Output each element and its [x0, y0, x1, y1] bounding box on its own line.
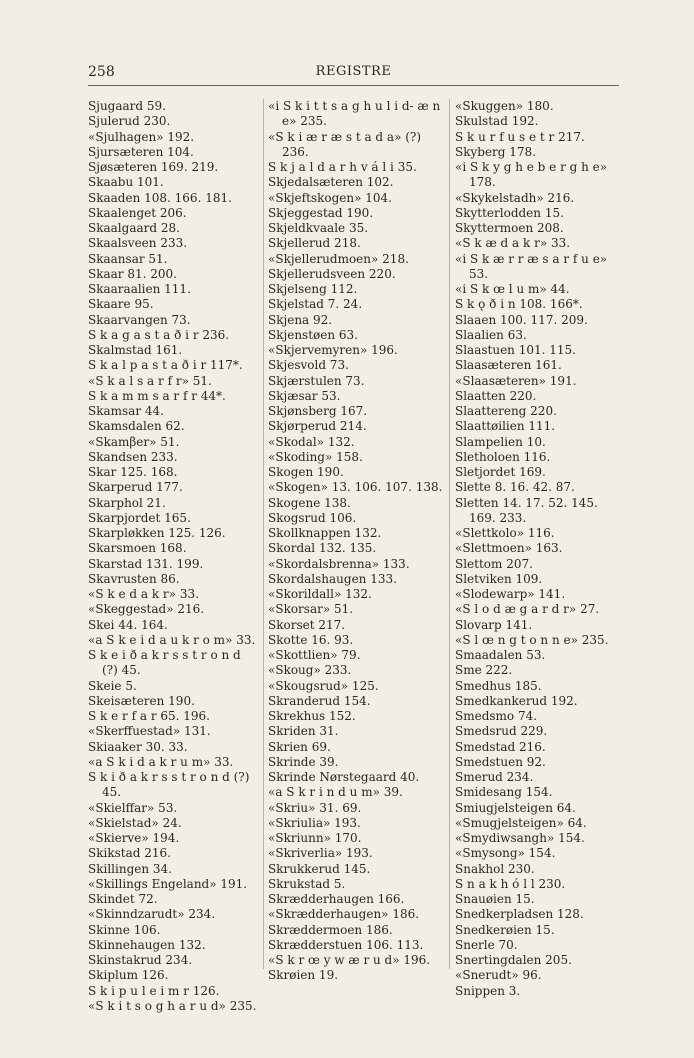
- index-entry: Skarpløkken 125. 126.: [88, 526, 226, 540]
- index-entry: S k a l p a s t a ð i r 117*.: [88, 358, 243, 373]
- index-column-2: [268, 99, 446, 984]
- index-entry: Slovarp 141.: [455, 617, 533, 632]
- index-entry: «Skerffuestad» 131.: [88, 724, 211, 739]
- index-entry: «i S k y g h e b e r g h e» 178.: [455, 160, 608, 190]
- index-entry: «Sjulhagen» 192.: [88, 129, 195, 144]
- index-entry: «Skoug» 233.: [268, 663, 352, 678]
- index-entry: Smedstad 216.: [455, 739, 546, 754]
- index-entry: Slaaen 100. 117. 209.: [455, 312, 588, 327]
- index-entry: Skollknappen 132.: [268, 526, 382, 540]
- index-entry: Slaattøilien 111.: [455, 419, 556, 434]
- index-entry: «Skriulia» 193.: [268, 815, 361, 830]
- index-entry: Skrinde 39.: [268, 754, 339, 769]
- index-entry: «Skykelstadh» 216.: [455, 190, 575, 205]
- index-entry: S k ǫ ð i n 108. 166*.: [455, 297, 583, 312]
- index-entry: Sletten 14. 17. 52. 145. 169. 233.: [455, 495, 598, 525]
- index-entry: Snippen 3.: [455, 983, 521, 998]
- index-entry: Slette 8. 16. 42. 87.: [455, 480, 575, 495]
- header-rule: [88, 85, 619, 86]
- index-entry: Skjelseng 112.: [268, 282, 358, 296]
- index-entry: Skarpjordet 165.: [88, 510, 191, 525]
- index-entry: Skinstakrud 234.: [88, 953, 193, 967]
- index-entry: Skogsrud 106.: [268, 510, 357, 525]
- index-entry: Skrøien 19.: [268, 968, 339, 983]
- index-entry: Smedsrud 229.: [455, 724, 548, 739]
- index-entry: Skjelstad 7. 24.: [268, 297, 363, 312]
- index-entry: Skjæsar 53.: [268, 388, 341, 403]
- index-entry: Smedkankerud 192.: [455, 693, 578, 708]
- index-entry: Skjeggestad 190.: [268, 205, 374, 220]
- index-entry: Skeie 5.: [88, 678, 137, 693]
- index-entry: Smiugjelsteigen 64.: [455, 800, 576, 815]
- index-entry: Skjenstøen 63.: [268, 327, 358, 342]
- index-entry: «S l o d æ g a r d r» 27.: [455, 602, 600, 617]
- index-entry: Snedkerpladsen 128.: [455, 907, 584, 922]
- index-entry: Skrædderhaugen 166.: [268, 892, 405, 906]
- index-entry: Skaarvangen 73.: [88, 312, 191, 327]
- index-entry: Skamsar 44.: [88, 404, 164, 418]
- index-entry: Slaatten 220.: [455, 388, 537, 403]
- index-entry: Skeisæteren 190.: [88, 693, 195, 708]
- index-entry: S n a k h ó l l 230.: [455, 876, 566, 891]
- index-entry: Skjesvold 73.: [268, 358, 349, 373]
- index-entry: «Skodal» 132.: [268, 434, 355, 449]
- index-entry: «S k a l s a r f r» 51.: [88, 373, 212, 388]
- index-entry: Skriden 31.: [268, 724, 339, 739]
- index-entry: Skindet 72.: [88, 892, 158, 906]
- index-entry: Skalmstad 161.: [88, 343, 183, 357]
- index-entry: Snakhol 230.: [455, 861, 535, 876]
- index-entry: «a S k r i n d u m» 39.: [268, 785, 403, 800]
- index-entry: Skaabu 101.: [88, 175, 164, 190]
- index-entry: Skaaraalien 111.: [88, 282, 191, 296]
- index-entry: «Skogen» 13. 106. 107. 138.: [268, 480, 443, 495]
- index-entry: Skordalshaugen 133.: [268, 571, 397, 586]
- index-entry: Skarstad 131. 199.: [88, 556, 204, 571]
- index-entry: «Slaasæteren» 191.: [455, 373, 577, 388]
- index-entry: Skrekhus 152.: [268, 709, 356, 723]
- index-entry: Slaasæteren 161.: [455, 358, 562, 373]
- index-entry: Slaastuen 101. 115.: [455, 343, 576, 357]
- column-divider: [449, 99, 450, 969]
- index-entry: S k a g a s t a ð i r 236.: [88, 327, 230, 342]
- index-entry: Skordal 132. 135.: [268, 541, 377, 556]
- index-entry: Skamsdalen 62.: [88, 419, 185, 434]
- index-entry: «Slettkolo» 116.: [455, 526, 555, 540]
- index-entry: «Smydiwsangh» 154.: [455, 831, 585, 845]
- index-entry: Skaaden 108. 166. 181.: [88, 190, 232, 205]
- index-entry: «Skjeftskogen» 104.: [268, 190, 392, 205]
- index-entry: Snauøien 15.: [455, 892, 535, 906]
- index-entry: «S k e d a k r» 33.: [88, 587, 199, 601]
- index-entry: Skiplum 126.: [88, 968, 169, 983]
- index-entry: Skandsen 233.: [88, 449, 178, 464]
- index-entry: Skjørperud 214.: [268, 419, 367, 434]
- index-entry: Smaadalen 53.: [455, 648, 546, 662]
- index-entry: Smedhus 185.: [455, 678, 542, 693]
- index-entry: S k i p u l e i m r 126.: [88, 983, 220, 998]
- index-entry: Skjellerudsveen 220.: [268, 266, 396, 281]
- index-entry: «Skielffar» 53.: [88, 800, 178, 815]
- index-entry: «Skorildall» 132.: [268, 587, 372, 601]
- index-entry: «Skielstad» 24.: [88, 815, 182, 830]
- index-entry: Sletjordet 169.: [455, 465, 546, 479]
- index-entry: Skjeldkvaale 35.: [268, 221, 369, 235]
- page-header: [88, 62, 619, 84]
- index-entry: Skillingen 34.: [88, 861, 172, 876]
- index-entry: Skei 44. 164.: [88, 617, 168, 632]
- index-entry: Slettom 207.: [455, 556, 533, 571]
- index-entry: «Slettmoen» 163.: [455, 541, 563, 556]
- index-entry: «i S k æ r r æ s a r f u e» 53.: [455, 251, 608, 281]
- index-entry: S k j a l d a r h v á l i 35.: [268, 160, 417, 174]
- index-entry: «S k i æ r æ s t a d a» (?) 236.: [268, 129, 422, 159]
- index-entry: «Skierve» 194.: [88, 831, 180, 845]
- index-entry: «S k æ d a k r» 33.: [455, 236, 571, 251]
- index-entry: Sjursæteren 104.: [88, 144, 194, 159]
- page-title: REGISTRE: [315, 64, 392, 79]
- index-entry: «i S k œ l u m» 44.: [455, 282, 570, 296]
- index-entry: «Skriunn» 170.: [268, 831, 362, 845]
- index-entry: Slaalien 63.: [455, 327, 527, 342]
- index-entry: «Skillings Engeland» 191.: [88, 876, 248, 891]
- index-entry: Skjedalsæteren 102.: [268, 175, 394, 190]
- index-entry: «a S k e i d a u k r o m» 33.: [88, 632, 256, 647]
- index-entry: S k a m m s a r f r 44*.: [88, 388, 226, 403]
- index-entry: Skjellerud 218.: [268, 236, 361, 251]
- index-entry: Skogen 190.: [268, 465, 344, 479]
- index-entry: Smedsmo 74.: [455, 709, 538, 723]
- index-entry: Skrukstad 5.: [268, 876, 346, 891]
- index-entry: Skaalenget 206.: [88, 205, 187, 220]
- index-entry: «Skrædderhaugen» 186.: [268, 907, 420, 922]
- index-entry: «Snerudt» 96.: [455, 968, 542, 983]
- index-entry: Skikstad 216.: [88, 846, 171, 861]
- index-entry: S k e r f a r 65. 196.: [88, 709, 210, 723]
- index-entry: Skjærstulen 73.: [268, 373, 365, 388]
- index-entry: «Skriu» 31. 69.: [268, 800, 362, 815]
- index-entry: «Slodewarp» 141.: [455, 587, 566, 601]
- index-column-3: [455, 99, 627, 999]
- index-entry: «Skriverlia» 193.: [268, 846, 373, 861]
- index-entry: Skaalgaard 28.: [88, 221, 180, 235]
- index-entry: «S l œ n g t o n n e» 235.: [455, 632, 609, 647]
- index-entry: S k e i ð a k r s s t r o n d (?) 45.: [88, 648, 241, 678]
- index-entry: Skiaaker 30. 33.: [88, 739, 188, 754]
- index-entry: Skjønsberg 167.: [268, 404, 368, 418]
- index-entry: «Skeggestad» 216.: [88, 602, 205, 617]
- index-entry: Skrien 69.: [268, 739, 331, 754]
- index-entry: Sletholoen 116.: [455, 449, 551, 464]
- index-entry: Skrædderstuen 106. 113.: [268, 937, 424, 952]
- index-entry: Skaar 81. 200.: [88, 266, 177, 281]
- index-entry: Snedkerøien 15.: [455, 922, 555, 937]
- index-entry: Snerle 70.: [455, 937, 518, 952]
- page-number: 258: [88, 64, 115, 80]
- index-entry: Skarsmoen 168.: [88, 541, 187, 556]
- index-entry: Skarperud 177.: [88, 480, 183, 495]
- index-entry: Sletviken 109.: [455, 571, 543, 586]
- index-entry: Smerud 234.: [455, 770, 534, 784]
- index-entry: «Skjellerudmoen» 218.: [268, 251, 409, 266]
- index-entry: «S k r œ y w æ r u d» 196.: [268, 953, 431, 967]
- index-entry: S k i ð a k r s s t r o n d (?) 45.: [88, 770, 250, 800]
- index-entry: Skyttermoen 208.: [455, 221, 564, 235]
- index-entry: «Skoding» 158.: [268, 449, 363, 464]
- index-entry: «Skordalsbrenna» 133.: [268, 556, 410, 571]
- index-entry: «a S k i d a k r u m» 33.: [88, 754, 234, 769]
- index-entry: «i S k i t t s a g h u l i d- æ n e» 235.: [268, 99, 441, 129]
- index-entry: «Skottlien» 79.: [268, 648, 361, 662]
- index-entry: «Smysong» 154.: [455, 846, 556, 861]
- index-entry: Skorset 217.: [268, 617, 346, 632]
- index-entry: «Skjervemyren» 196.: [268, 343, 398, 357]
- index-entry: Sjulerud 230.: [88, 114, 171, 129]
- index-entry: Smidesang 154.: [455, 785, 553, 800]
- index-entry: «Skuggen» 180.: [455, 99, 554, 113]
- index-entry: Skaalsveen 233.: [88, 236, 188, 251]
- index-entry: Slaattereng 220.: [455, 404, 557, 418]
- column-divider: [263, 99, 264, 969]
- index-entry: «Skougsrud» 125.: [268, 678, 379, 693]
- index-entry: Skræddermoen 186.: [268, 922, 393, 937]
- index-entry: «Smugjelsteigen» 64.: [455, 815, 587, 830]
- index-entry: Skotte 16. 93.: [268, 632, 354, 647]
- index-entry: Skinnehaugen 132.: [88, 937, 206, 952]
- index-entry: Snertingdalen 205.: [455, 953, 572, 967]
- index-entry: «Skinndzarudt» 234.: [88, 907, 216, 922]
- index-entry: Skrukkerud 145.: [268, 861, 371, 876]
- index-entry: Skrinde Nørstegaard 40.: [268, 770, 420, 784]
- index-entry: Sme 222.: [455, 663, 513, 678]
- index-entry: Skavrusten 86.: [88, 571, 180, 586]
- index-entry: S k u r f u s e t r 217.: [455, 129, 585, 144]
- index-entry: Slampelien 10.: [455, 434, 546, 449]
- index-entry: Skaare 95.: [88, 297, 154, 312]
- index-column-1: [88, 99, 258, 1014]
- index-entry: Skytterlodden 15.: [455, 205, 564, 220]
- index-entry: Sjøsæteren 169. 219.: [88, 160, 219, 174]
- index-entry: Skogene 138.: [268, 495, 351, 510]
- index-entry: Skarphol 21.: [88, 495, 166, 510]
- index-entry: Skranderud 154.: [268, 693, 371, 708]
- index-entry: Skulstad 192.: [455, 114, 539, 129]
- index-entry: Skaansar 51.: [88, 251, 168, 266]
- index-entry: Skyberg 178.: [455, 144, 537, 159]
- index-entry: «Skorsar» 51.: [268, 602, 354, 617]
- index-entry: Skjena 92.: [268, 312, 333, 327]
- index-entry: «Skamβer» 51.: [88, 434, 180, 449]
- index-entry: Skinne 106.: [88, 922, 161, 937]
- index-entry: Sjugaard 59.: [88, 99, 166, 113]
- index-entry: «S k i t s o g h a r u d» 235.: [88, 998, 257, 1013]
- index-entry: Skar 125. 168.: [88, 465, 178, 479]
- index-entry: Smedstuen 92.: [455, 754, 546, 769]
